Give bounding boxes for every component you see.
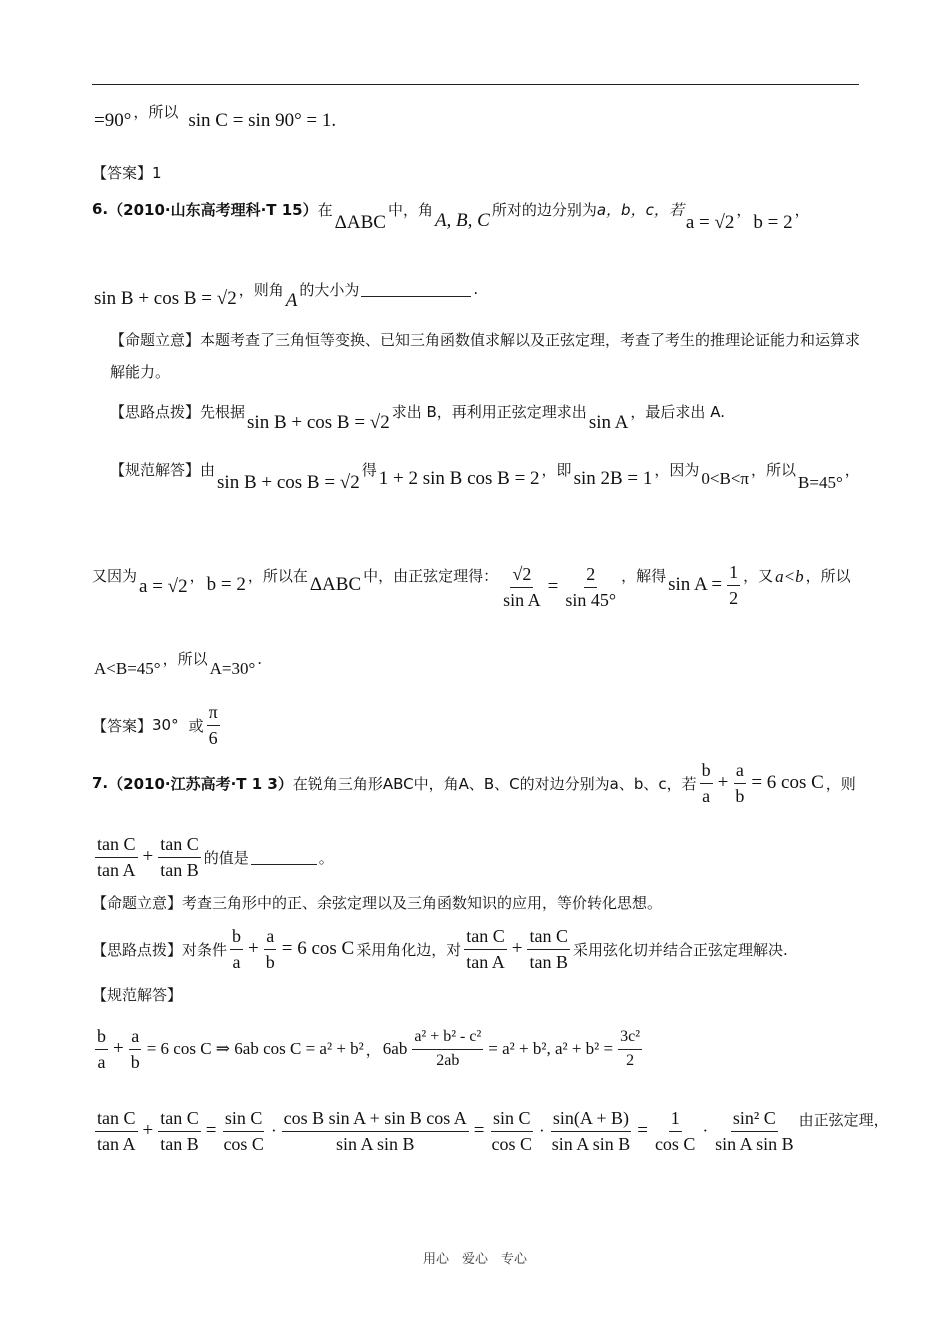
q6-hint: 【思路点拨】 先根据 sin B + cos B = √2 求出 B，再利用正弦定理求出 sin A ，最后求出 A. xyxy=(110,402,725,433)
fraction: $\frac{\text{tan C}}{\text{tan A}}$ xyxy=(97,1108,136,1154)
fraction: $\frac{\text{3c²}}{2}$ xyxy=(620,1028,641,1069)
header-rule xyxy=(92,84,859,85)
page-footer: 用心 爱心 专心 xyxy=(422,1252,527,1267)
answer-6: 【答案】 30° 或 $\frac{\pi}{6}$ xyxy=(92,702,218,748)
q6-solution-line1: 【规范解答】 由 sin B + cos B = √2 得 1 + 2 sin B cos B = 2 ，即 sin 2B = 1 ，因为 0<B<π ，所以 B=45° ， xyxy=(110,460,860,493)
fraction: $\frac{\text{tan C}}{\text{tan A}}$ xyxy=(97,834,136,880)
q6-intent: 【命题立意】本题考查了三角恒等变换、已知三角函数值求解以及正弦定理，考查了考生的推理论证能力和运算求解能力。 xyxy=(110,331,861,381)
fraction: $\frac{a}{b}$ xyxy=(130,1026,140,1072)
q7-intent: 【命题立意】 考查三角形中的正、余弦定理以及三角函数知识的应用，等价转化思想。 xyxy=(92,894,663,912)
q7-solution-row1: $\frac{b}{a}$ + $\frac{a}{b}$ = 6 cos C ⇒ 6ab cos C = a² + b² ， 6ab $\frac{\text{a² + b² - c²}}{2ab}$ = a² + b², a² + b² = $\frac{\text{3c²}}{2}$ xyxy=(97,1026,641,1072)
fraction: $\frac{2}{\sin 45^\circ}$ xyxy=(565,564,617,610)
fraction: $\frac{1}{2}$ xyxy=(729,562,739,608)
q7-hint: 【思路点拨】 对条件 $\frac{b}{a}$ + $\frac{a}{b}$ = 6 cos C 采用角化边，对 $\frac{\text{tan C}}{\text{tan A}}$ + $\frac{\text{tan C}}{\text{tan B}}$ 采用弦化切并结合正弦定理解决. xyxy=(92,926,788,972)
fraction: $\frac{b}{a}$ xyxy=(232,926,242,972)
fraction: $\frac{b}{a}$ xyxy=(97,1026,106,1072)
fraction: $\frac{\sin(A + B)}{\text{sin A sin B}}$ xyxy=(551,1108,631,1154)
fraction: $\frac{\text{tan C}}{\text{tan B}}$ xyxy=(160,834,199,880)
question-7-line2: $\frac{\text{tan C}}{\text{tan A}}$ + $\frac{\text{tan C}}{\text{tan B}}$ 的值是 。 xyxy=(97,834,334,880)
q6-solution-line2: 又因为 a = √2 ， b = 2 ，所以在 ΔABC 中，由正弦定理得： $\frac{√2}{\text{sin A}}$ = $\frac{2}{\sin 45^\circ}$ ，解得 sin A = $\frac{1}{2}$ ，又 a<b ，所以 xyxy=(92,562,851,610)
fraction: $\frac{a}{b}$ xyxy=(265,926,275,972)
fraction: $\frac{\text{cos B sin A + sin B cos A}}{\text{sin A sin B}}$ xyxy=(283,1108,467,1154)
fraction: $\frac{√2}{\text{sin A}}$ xyxy=(503,564,541,610)
fraction: $\frac{\text{sin C}}{\text{cos C}}$ xyxy=(491,1108,533,1154)
fraction: $\frac{\text{tan C}}{\text{tan A}}$ xyxy=(466,926,505,972)
fraction: $\frac{\text{tan C}}{\text{tan B}}$ xyxy=(529,926,568,972)
fraction: $\frac{b}{a}$ xyxy=(701,760,711,806)
answer-blank[interactable] xyxy=(251,850,317,865)
question-7-line1: 7. （2010·江苏高考·T 1 3） 在锐角三角形ABC中，角A、B、C的对边分别为a、b、c，若 $\frac{b}{a}$ + $\frac{a}{b}$ = 6 cos C ，则 xyxy=(92,760,856,806)
q7-solution-row2: $\frac{\text{tan C}}{\text{tan A}}$ + $\frac{\text{tan C}}{\text{tan B}}$ = $\frac{\text{sin C}}{\text{cos C}}$ · $\frac{\text{cos B sin A + sin B cos A}}{\text{sin A sin B}}$ = $\frac{\text{sin C}}{\text{cos C}}$ · $\frac{\sin(A + B)}{\text{sin A sin B}}$ = $\frac{1}{\text{cos C}}$ · $\frac{\text{sin² C}}{\text{sin A sin B}}$ 由正弦定理， xyxy=(97,1108,889,1154)
q7-solution-label: 【规范解答】 xyxy=(92,986,183,1004)
top-line: =90° ，所以 sin C = sin 90° = 1. xyxy=(94,102,337,131)
question-6-line1: 6. （2010·山东高考理科·T 15） 在 ΔABC 中，角 A, B, C 所对的边分别为 a，b，c，若 a = √2 ， b = 2 ， xyxy=(92,200,810,233)
fraction: $\frac{\text{sin² C}}{\text{sin A sin B}}$ xyxy=(715,1108,794,1154)
fraction: $\frac{\text{a² + b² - c²}}{2ab}$ xyxy=(414,1028,482,1069)
answer-5: 【答案】 1 xyxy=(92,163,162,182)
question-6-line2: sin B + cos B = √2 ，则角 A 的大小为 . xyxy=(94,280,479,311)
fraction: $\frac{a}{b}$ xyxy=(735,760,745,806)
q6-solution-line3: A<B=45° ，所以 A=30° . xyxy=(94,649,263,678)
fraction: $\frac{\pi}{6}$ xyxy=(208,702,218,748)
fraction: $\frac{\text{tan C}}{\text{tan B}}$ xyxy=(160,1108,199,1154)
answer-blank[interactable] xyxy=(361,282,471,297)
fraction: $\frac{\text{sin C}}{\text{cos C}}$ xyxy=(223,1108,264,1154)
fraction: $\frac{1}{\text{cos C}}$ xyxy=(654,1108,696,1154)
